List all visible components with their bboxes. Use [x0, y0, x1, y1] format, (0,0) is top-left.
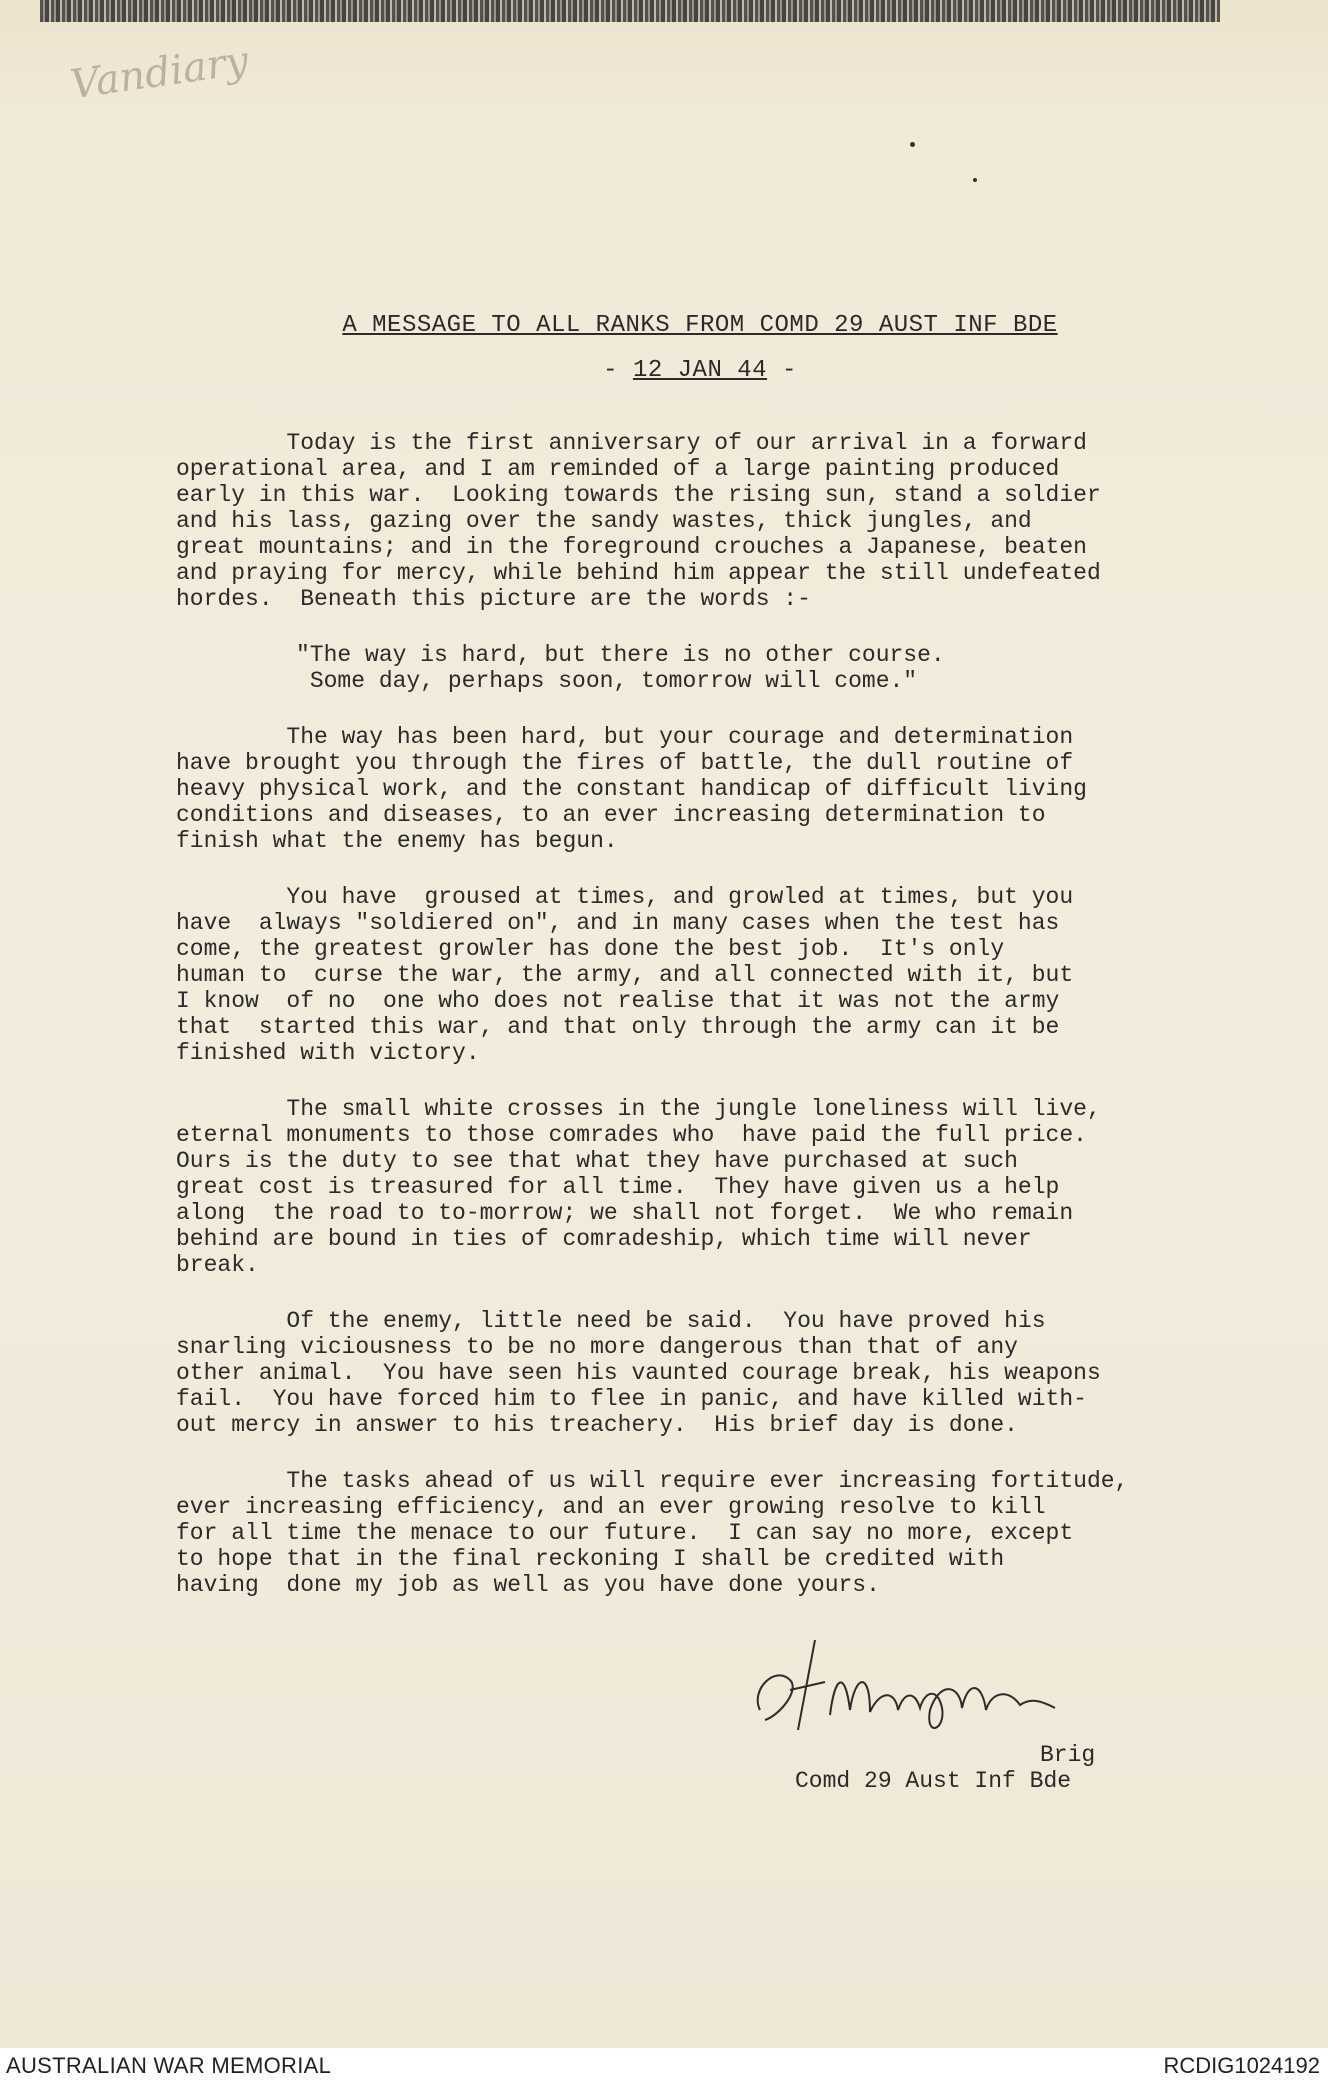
- message-body: [176, 430, 1236, 1628]
- paragraph-4: The small white crosses in the jungle loneliness will live, eternal monuments to those comrades who have paid the full price. Ours is the duty to see that what they have purchased at such great cost is treasured for all time. They have given us a help along the road to to-morrow; we shall not forget. We who remain behind are bound in ties of comradeship, which time will never break.: [176, 1096, 1101, 1278]
- torn-top-edge: [40, 0, 1220, 22]
- ink-spot: [973, 178, 977, 182]
- handwritten-note: Vandiary: [67, 37, 252, 109]
- signature: [720, 1620, 1080, 1740]
- archive-footer: [0, 2048, 1328, 2082]
- paragraph-6: The tasks ahead of us will require ever increasing fortitude, ever increasing efficiency, and an ever growing resolve to kill for all time the menace to our future. I can say no more, except to hope that in the final reckoning I shall be credited with having done my job as well as you have done yours.: [176, 1468, 1129, 1598]
- paragraph-1: Today is the first anniversary of our arrival in a forward operational area, and I am reminded of a large painting produced early in this war. Looking towards the rising sun, stand a soldier and his lass, gazing over the sandy wastes, thick jungles, and great mountains; and in the foreground crouches a Japanese, beaten and praying for mercy, while behind him appear the still undefeated hordes. Beneath this picture are the words :-: [176, 430, 1101, 612]
- signatory-rank: Brig: [1040, 1742, 1096, 1768]
- heading-title: A MESSAGE TO ALL RANKS FROM COMD 29 AUST INF BDE: [342, 312, 1058, 339]
- paragraph-3: You have groused at times, and growled at times, but you have always "soldiered on", and in many cases when the test has come, the greatest growler has done the best job. It's only human to curse the war, the army, and all connected with it, but I know of no one who does not realise that it was not the army that started this war, and that only through the army can it be finished with victory.: [176, 884, 1074, 1066]
- paragraph-5: Of the enemy, little need be said. You have proved his snarling viciousness to be no more dangerous than that of any other animal. You have seen his vaunted courage break, his weapons fail. You have forced him to flee in panic, and have killed with- out mercy in answer to his treachery. His brief day is done.: [176, 1308, 1101, 1438]
- footer-institution: AUSTRALIAN WAR MEMORIAL: [6, 2053, 332, 2078]
- quote: "The way is hard, but there is no other course. Some day, perhaps soon, tomorrow will come.": [296, 642, 945, 694]
- ink-spot: [910, 142, 915, 147]
- heading-date: [280, 357, 1120, 384]
- signatory-command: Comd 29 Aust Inf Bde: [795, 1768, 1072, 1794]
- date-suffix: -: [767, 357, 797, 384]
- date-value: 12 JAN 44: [632, 357, 768, 384]
- paragraph-2: The way has been hard, but your courage and determination have brought you through the fires of battle, the dull routine of heavy physical work, and the constant handicap of difficult living conditions and diseases, to an ever increasing determination to finish what the enemy has begun.: [176, 724, 1087, 854]
- footer-reference: RCDIG1024192: [1163, 2053, 1320, 2078]
- date-prefix: -: [603, 357, 633, 384]
- document-heading: [280, 312, 1120, 384]
